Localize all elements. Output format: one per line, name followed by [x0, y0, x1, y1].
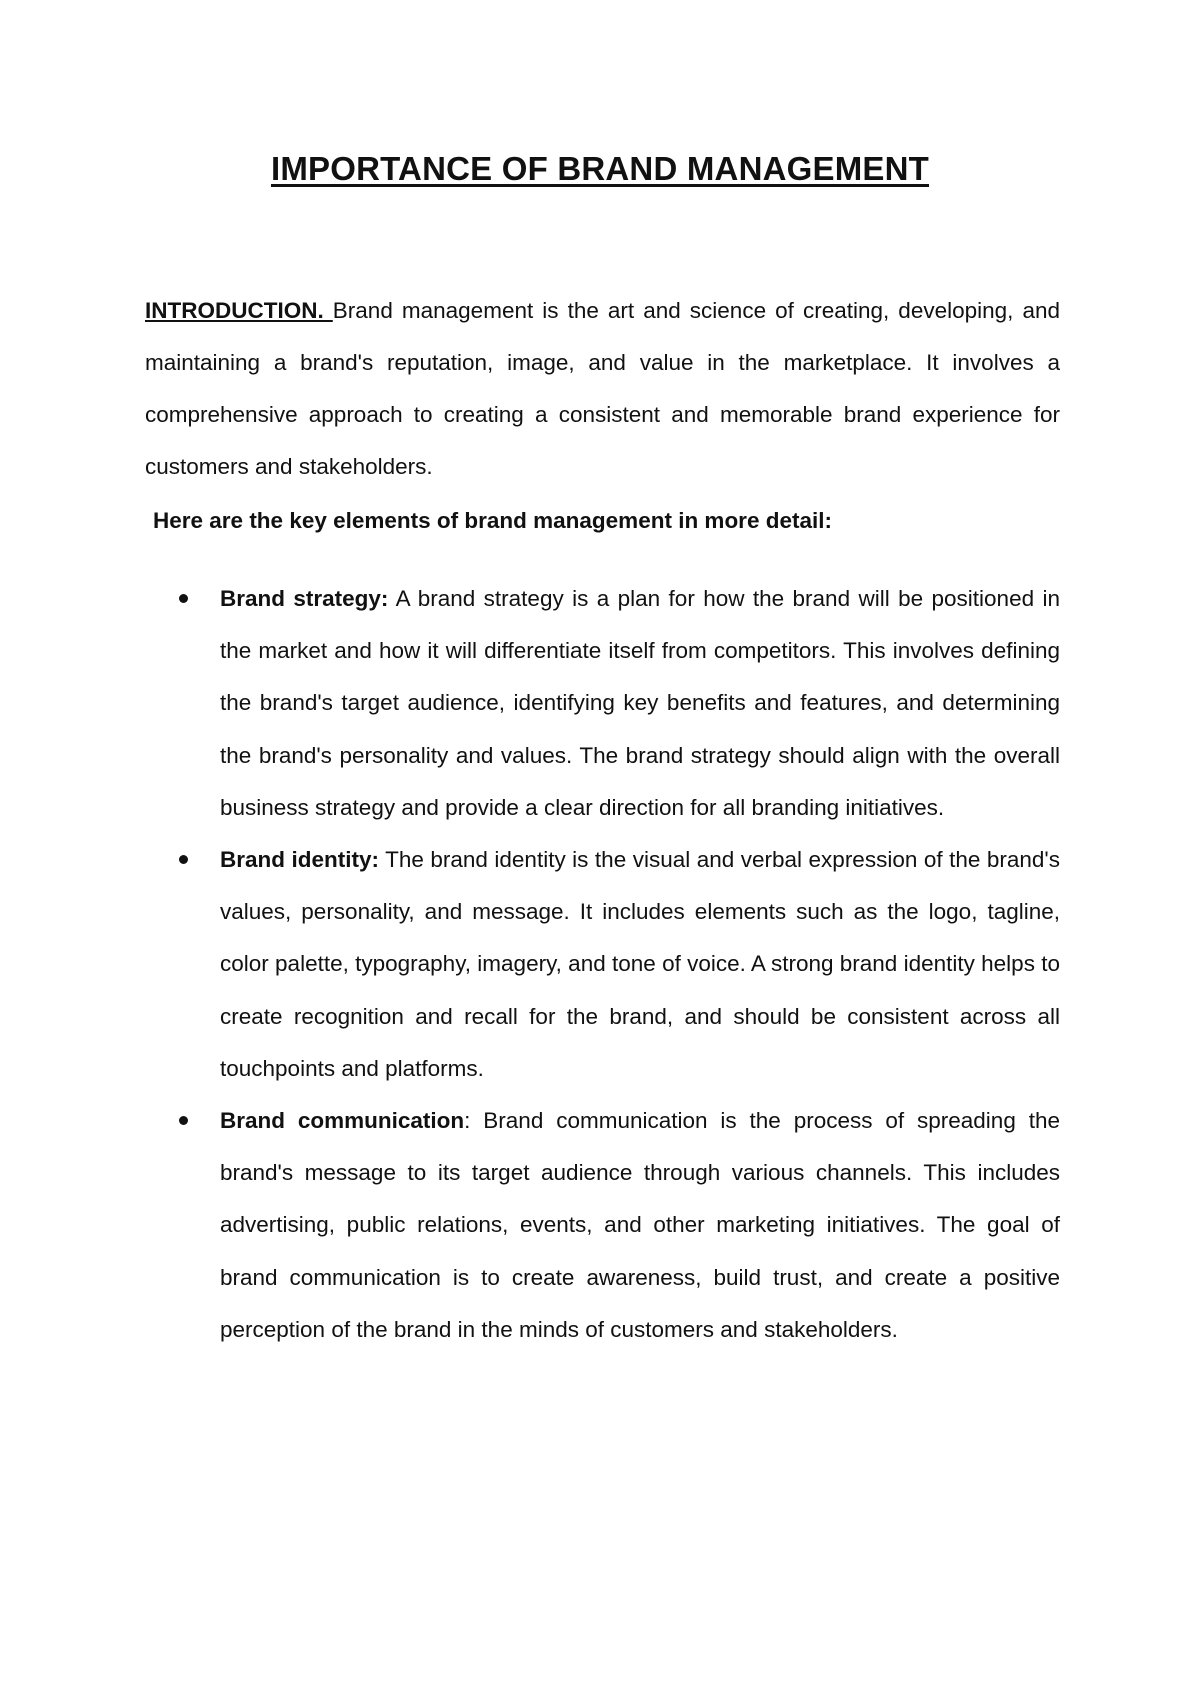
introduction-label: INTRODUCTION. — [145, 298, 333, 323]
list-item-text: : Brand communication is the process of spreading the brand's message to its target audience through various channels. This includes advertising, public relations, events, and other marketing initiatives. The goal of brand communication is to create awareness, build trust, and create a positive perception of the brand in the minds of customers and stakeholders. — [220, 1108, 1060, 1342]
list-item-brand-strategy — [170, 573, 1060, 834]
list-item-brand-identity — [170, 834, 1060, 1095]
introduction-paragraph — [145, 285, 1060, 493]
bullet-icon — [179, 855, 188, 864]
bullet-icon — [179, 1116, 188, 1125]
bullet-icon — [179, 594, 188, 603]
list-item-text: A brand strategy is a plan for how the brand will be positioned in the market and how it will differentiate itself from competitors. This involves defining the brand's target audience, identifying key benefits and features, and determining the brand's personality and values. The brand strategy should align with the overall business strategy and provide a clear direction for all branding initiatives. — [220, 586, 1060, 820]
page-title: IMPORTANCE OF BRAND MANAGEMENT — [270, 150, 930, 187]
list-item-term: Brand identity: — [220, 847, 379, 873]
list-item-text: The brand identity is the visual and verbal expression of the brand's values, personality, and message. It includes elements such as the logo, tagline, color palette, typography, imagery, and tone of voice. A strong brand identity helps to create recognition and recall for the brand, and should be consistent across all touchpoints and platforms. — [220, 847, 1060, 1081]
introduction-text: Brand management is the art and science of creating, developing, and maintaining a brand's reputation, image, and value in the marketplace. It involves a comprehensive approach to creating a consistent and memorable brand experience for customers and stakeholders. — [145, 298, 1060, 479]
list-item-term: Brand strategy: — [220, 586, 389, 611]
list-item-term: Brand communication — [220, 1108, 465, 1134]
list-item-brand-communication — [170, 1095, 1060, 1356]
key-elements-heading: Here are the key elements of brand management in more detail: — [153, 508, 832, 533]
key-elements-list — [170, 573, 1060, 1356]
